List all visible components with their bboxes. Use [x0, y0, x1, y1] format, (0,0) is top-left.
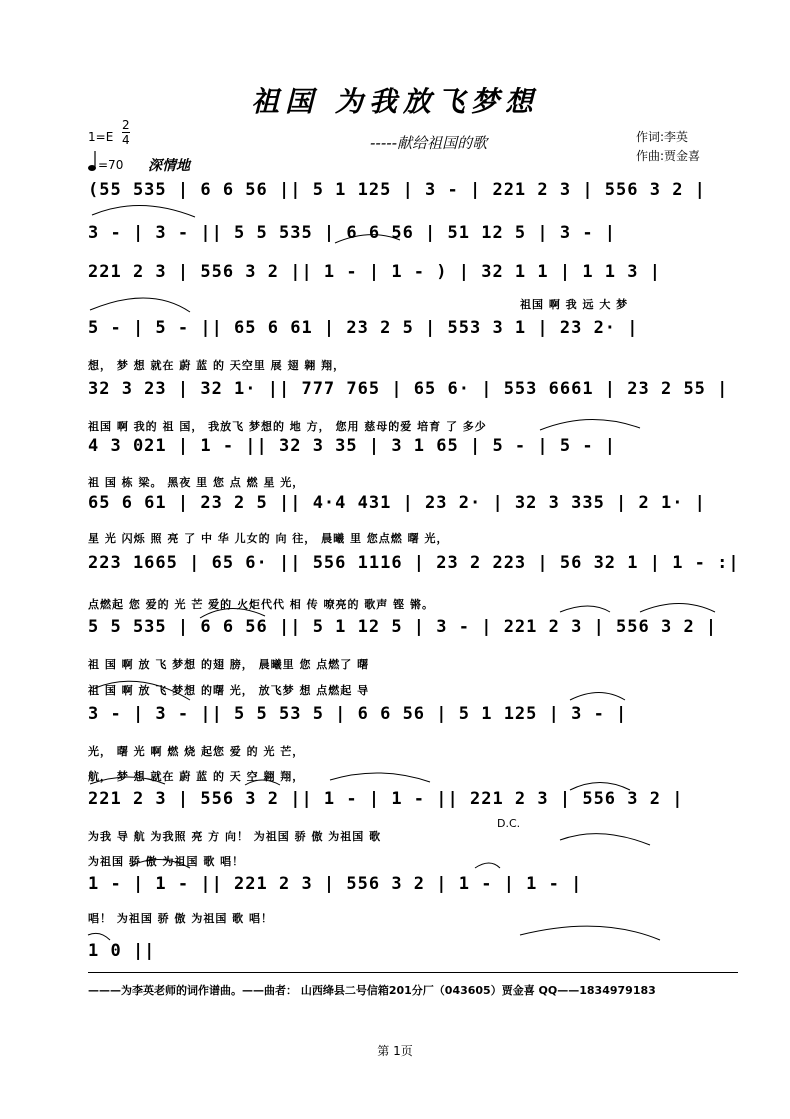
- lyric-line: 为祖国 骄 傲 为祖国 歌 唱！: [88, 855, 245, 868]
- composer-credit: 作曲:贾金喜: [636, 149, 701, 163]
- notation-row: [88, 436, 738, 466]
- notation-row: [88, 941, 738, 971]
- notation-row: [88, 704, 738, 734]
- time-signature-bottom: 4: [122, 133, 130, 147]
- lyric-line: 星 光 闪烁 照 亮 了 中 华 儿女的 向 往， 晨曦 里 您点燃 曙 光，: [88, 532, 449, 545]
- notation-row-notes: 5 5 535 | 6 6 56 || 5 1 12 5 | 3 - | 221 2 3 | 556 3 2 |: [88, 617, 718, 637]
- notation-row: [88, 789, 738, 819]
- notation-row-notes: 221 2 3 | 556 3 2 || 1 - | 1 - ) | 32 1 1 | 1 1 3 |: [88, 262, 661, 282]
- expression-marking: 深情地: [148, 158, 190, 174]
- key-signature: 1=E: [88, 130, 114, 144]
- lyric-line: 为我 导 航 为我照 亮 方 向！ 为祖国 骄 傲 为祖国 歌: [88, 830, 382, 843]
- notation-row-notes: 1 - | 1 - || 221 2 3 | 556 3 2 | 1 - | 1 - |: [88, 874, 583, 894]
- notation-row-notes: 1 0 ||: [88, 941, 156, 961]
- lyric-line: 祖国 啊 我 远 大 梦: [520, 298, 629, 311]
- quarter-note-icon: [88, 150, 98, 172]
- tempo-marking: =70: [98, 158, 124, 172]
- notation-row: [88, 262, 738, 292]
- notation-row: [88, 493, 738, 523]
- lyric-line: 祖国 啊 我的 祖 国， 我放飞 梦想的 地 方， 您用 慈母的爱 培育 了 多少: [88, 420, 487, 433]
- footer-divider: [88, 972, 738, 973]
- dc-marking: D.C.: [497, 817, 521, 830]
- lyric-line: 唱！ 为祖国 骄 傲 为祖国 歌 唱！: [88, 912, 273, 925]
- notation-row-notes: (55 535 | 6 6 56 || 5 1 125 | 3 - | 221 2 3 | 556 3 2 |: [88, 180, 706, 200]
- notation-row: [88, 318, 738, 348]
- notation-row: [88, 180, 738, 210]
- song-subtitle: -----献给祖国的歌: [370, 134, 488, 152]
- lyric-line: 祖 国 啊 放 飞 梦想 的曙 光， 放飞梦 想 点燃起 导: [88, 684, 370, 697]
- notation-row-notes: 65 6 61 | 23 2 5 || 4·4 431 | 23 2· | 32 3 335 | 2 1· |: [88, 493, 706, 513]
- song-title: 祖国 为我放飞梦想: [251, 85, 539, 118]
- notation-row: [88, 617, 738, 647]
- notation-row-notes: 4 3 021 | 1 - || 32 3 35 | 3 1 65 | 5 - | 5 - |: [88, 436, 617, 456]
- lyric-line: 祖 国 啊 放 飞 梦想 的翅 膀， 晨曦里 您 点燃了 曙: [88, 658, 370, 671]
- lyric-line: 航， 梦 想 就在 蔚 蓝 的 天 空 翱 翔，: [88, 770, 305, 783]
- lyric-line: 光， 曙 光 啊 燃 烧 起您 爱 的 光 芒，: [88, 745, 305, 758]
- lyricist-credit: 作词:李英: [636, 130, 689, 144]
- lyric-line: 点燃起 您 爱的 光 芒 爱的 火炬代代 相 传 嘹亮的 歌声 铿 锵。: [88, 598, 434, 611]
- footer-credit: ———为李英老师的词作谱曲。——曲者： 山西绛县二号信箱201分厂（043605）贾金喜 QQ——1834979183: [88, 984, 656, 997]
- page-number: 第 1页: [377, 1044, 413, 1058]
- notation-row-notes: 5 - | 5 - || 65 6 61 | 23 2 5 | 553 3 1 | 23 2· |: [88, 318, 639, 338]
- notation-row-notes: 221 2 3 | 556 3 2 || 1 - | 1 - || 221 2 3 | 556 3 2 |: [88, 789, 684, 809]
- notation-row-notes: 3 - | 3 - || 5 5 53 5 | 6 6 56 | 5 1 125 | 3 - |: [88, 704, 628, 724]
- time-signature-top: 2: [122, 118, 130, 132]
- notation-row-notes: 32 3 23 | 32 1· || 777 765 | 65 6· | 553 6661 | 23 2 55 |: [88, 379, 729, 399]
- notation-row: [88, 223, 738, 253]
- time-signature: [122, 118, 130, 147]
- notation-row: [88, 379, 738, 409]
- lyric-line: 祖 国 栋 梁。 黑夜 里 您 点 燃 星 光，: [88, 476, 305, 489]
- notation-row-notes: 3 - | 3 - || 5 5 535 | 6 6 56 | 51 12 5 | 3 - |: [88, 223, 617, 243]
- notation-row-notes: 223 1665 | 65 6· || 556 1116 | 23 2 223 | 56 32 1 | 1 - :|: [88, 553, 740, 573]
- notation-row: [88, 874, 738, 904]
- lyric-line: 想， 梦 想 就在 蔚 蓝 的 天空里 展 翅 翱 翔，: [88, 359, 346, 372]
- notation-row: [88, 553, 738, 583]
